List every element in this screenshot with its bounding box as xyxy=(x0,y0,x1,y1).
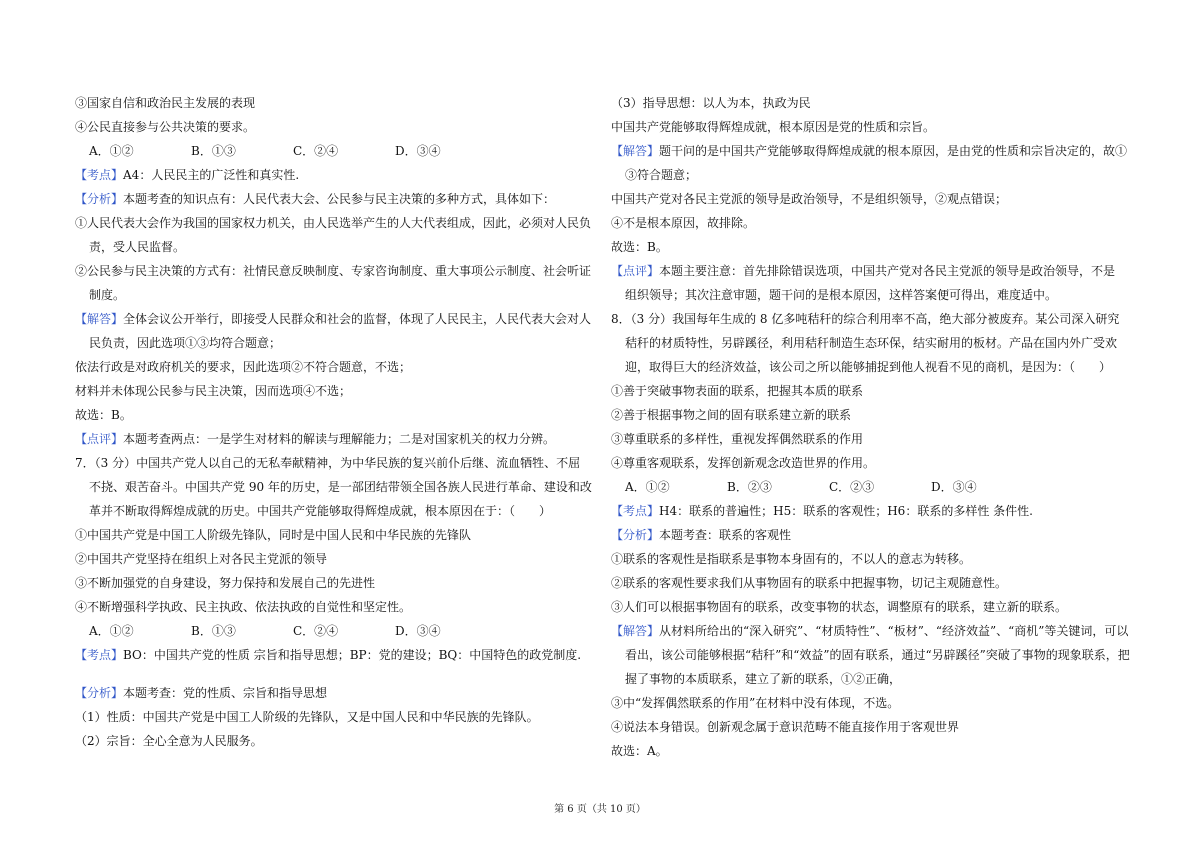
q7-choices xyxy=(89,620,497,642)
q7-choice-d: D．③④ xyxy=(395,624,441,638)
q8-jieda-cont-1: 看出，该公司能够根据“秸秆”和“效益”的固有联系，通过“另辟蹊径”突破了事物的现象联系，把 xyxy=(625,648,1130,662)
q8-choice-c: C．②③ xyxy=(829,480,875,494)
q8-fenxi-1: ①联系的客观性是指联系是事物本身固有的，不以人的意志为转移。 xyxy=(611,552,972,566)
q7-choice-c: C．②④ xyxy=(293,624,339,638)
q6-jieda: 【解答】全体会议公开举行，即接受人民群众和社会的监督，体现了人民民主，人民代表大会对人 xyxy=(75,312,592,326)
q7-stem-cont-1: 不挠、艰苦奋斗。中国共产党 90 年的历史，是一部团结带领全国各族人民进行革命、建设和改 xyxy=(89,480,592,494)
q6-kaodian: 【考点】A4：人民民主的广泛性和真实性. xyxy=(75,168,300,182)
q6-option-4: ④公民直接参与公共决策的要求。 xyxy=(75,120,256,134)
q7-stem: 7．（3 分）中国共产党人以自己的无私奉献精神，为中华民族的复兴前仆后继、流血牺牲、不屈 xyxy=(75,456,581,470)
fenxi-point-1: ①人民代表大会作为我国的国家权力机关，由人民选举产生的人大代表组成，因此，必须对人民负 xyxy=(75,216,592,230)
q8-jieda-line-3: ④说法本身错误。创新观念属于意识范畴不能直接作用于客观世界 xyxy=(611,720,960,734)
fenxi-tag: 【分析】 xyxy=(75,686,124,700)
q7-jieda-cont: ③符合题意； xyxy=(625,168,698,182)
fenxi-point-2-cont: 制度。 xyxy=(89,288,126,302)
q7-jieda: 【解答】题干问的是中国共产党能够取得辉煌成就的根本原因，是由党的性质和宗旨决定的，故① xyxy=(611,144,1128,158)
jieda-tag: 【解答】 xyxy=(611,624,660,638)
q6-choice-d: D．③④ xyxy=(395,144,441,158)
page-footer: 第 6 页（共 10 页） xyxy=(554,804,646,815)
q6-fenxi: 【分析】本题考查的知识点有：人民代表大会、公民参与民主决策的多种方式，具体如下： xyxy=(75,192,556,206)
q7-choice-b: B．①③ xyxy=(191,624,236,638)
kaodian-tag: 【考点】 xyxy=(75,648,124,662)
q8-statement-2: ②善于根据事物之间的固有联系建立新的联系 xyxy=(611,408,852,422)
fenxi-point-2: ②公民参与民主决策的方式有：社情民意反映制度、专家咨询制度、重大事项公示制度、社会听证 xyxy=(75,264,592,278)
q8-choice-d: D．③④ xyxy=(931,480,977,494)
q7-statement-2: ②中国共产党坚持在组织上对各民主党派的领导 xyxy=(75,552,328,566)
q6-jieda-line-2: 依法行政是对政府机关的要求，因此选项②不符合题意，不选； xyxy=(75,360,412,374)
jieda-tag: 【解答】 xyxy=(75,312,124,326)
q7-statement-1: ①中国共产党是中国工人阶级先锋队，同时是中国人民和中华民族的先锋队 xyxy=(75,528,472,542)
q8-fenxi: 【分析】本题考查：联系的客观性 xyxy=(611,528,792,542)
kaodian-tag: 【考点】 xyxy=(611,504,660,518)
q8-jieda: 【解答】从材料所给出的“深入研究”、“材质特性”、“板材”、“经济效益”、“商机”等关键词，可以 xyxy=(611,624,1129,638)
q6-choice-a: A．①② xyxy=(89,144,134,158)
q8-statement-4: ④尊重客观联系，发挥创新观念改造世界的作用。 xyxy=(611,456,876,470)
dianping-tag: 【点评】 xyxy=(611,264,660,278)
q7-statement-3: ③不断加强党的自身建设，努力保持和发展自己的先进性 xyxy=(75,576,376,590)
q8-choice-a: A．①② xyxy=(625,480,670,494)
q7-fenxi: 【分析】本题考查：党的性质、宗旨和指导思想 xyxy=(75,686,328,700)
q8-jieda-cont-2: 握了事物的本质联系，建立了新的联系，①②正确， xyxy=(625,672,902,686)
q7-jieda-line-3: ④不是根本原因，故排除。 xyxy=(611,216,756,230)
q6-answer: 故选：B。 xyxy=(75,408,132,422)
q7-answer: 故选：B。 xyxy=(611,240,668,254)
q8-answer: 故选：A。 xyxy=(611,744,668,758)
q8-fenxi-2: ②联系的客观性要求我们从事物固有的联系中把握事物，切记主观随意性。 xyxy=(611,576,1008,590)
jieda-tag: 【解答】 xyxy=(611,144,660,158)
q7-fenxi-conclusion: 中国共产党能够取得辉煌成就，根本原因是党的性质和宗旨。 xyxy=(611,120,936,134)
q8-choices xyxy=(625,476,1033,498)
q7-statement-4: ④不断增强科学执政、民主执政、依法执政的自觉性和坚定性。 xyxy=(75,600,412,614)
q6-jieda-cont: 民负责，因此选项①③均符合题意； xyxy=(89,336,282,350)
q6-choice-c: C．②④ xyxy=(293,144,339,158)
dianping-tag: 【点评】 xyxy=(75,432,124,446)
fenxi-tag: 【分析】 xyxy=(611,528,660,542)
q8-jieda-line-2: ③中“发挥偶然联系的作用”在材料中没有体现，不选。 xyxy=(611,696,900,710)
q6-jieda-line-3: 材料并未体现公民参与民主决策，因而选项④不选； xyxy=(75,384,352,398)
fenxi-point-1-cont: 责，受人民监督。 xyxy=(89,240,186,254)
q8-stem: 8．（3 分）我国每年生成的 8 亿多吨秸秆的综合利用率不高，绝大部分被废弃。某公司深入研究 xyxy=(611,312,1120,326)
q7-choice-a: A．①② xyxy=(89,624,134,638)
kaodian-tag: 【考点】 xyxy=(75,168,124,182)
q7-dianping: 【点评】本题主要注意：首先排除错误选项，中国共产党对各民主党派的领导是政治领导，不是 xyxy=(611,264,1116,278)
q6-choices xyxy=(89,140,497,162)
q7-kaodian: 【考点】BO：中国共产党的性质 宗旨和指导思想；BP：党的建设；BQ：中国特色的政党制度. xyxy=(75,648,582,662)
q7-fenxi-2: （2）宗旨：全心全意为人民服务。 xyxy=(75,734,263,748)
q7-jieda-line-2: 中国共产党对各民主党派的领导是政治领导，不是组织领导，②观点错误； xyxy=(611,192,1008,206)
q8-choice-b: B．②③ xyxy=(727,480,772,494)
q8-statement-3: ③尊重联系的多样性，重视发挥偶然联系的作用 xyxy=(611,432,864,446)
q6-dianping: 【点评】本题考查两点：一是学生对材料的解读与理解能力；二是对国家机关的权力分辨。 xyxy=(75,432,556,446)
q8-stem-cont-2: 迎，取得巨大的经济效益，该公司之所以能够捕捉到他人视看不见的商机，是因为：（ ） xyxy=(625,360,1112,374)
q7-fenxi-3: （3）指导思想：以人为本，执政为民 xyxy=(611,96,811,110)
q7-fenxi-1: （1）性质：中国共产党是中国工人阶级的先锋队，又是中国人民和中华民族的先锋队。 xyxy=(75,710,539,724)
q8-kaodian: 【考点】H4：联系的普遍性；H5：联系的客观性；H6：联系的多样性 条件性. xyxy=(611,504,1033,518)
q6-option-3: ③国家自信和政治民主发展的表现 xyxy=(75,96,256,110)
q8-stem-cont-1: 秸秆的材质特性，另辟蹊径，利用秸秆制造生态环保，结实耐用的板材。产品在国内外广受欢 xyxy=(625,336,1118,350)
fenxi-tag: 【分析】 xyxy=(75,192,124,206)
q8-fenxi-3: ③人们可以根据事物固有的联系，改变事物的状态，调整原有的联系，建立新的联系。 xyxy=(611,600,1068,614)
q7-stem-cont-2: 革并不断取得辉煌成就的历史。中国共产党能够取得辉煌成就，根本原因在于：（ ） xyxy=(89,504,552,518)
q8-statement-1: ①善于突破事物表面的联系，把握其本质的联系 xyxy=(611,384,864,398)
q7-dianping-cont: 组织领导；其次注意审题，题干问的是根本原因，这样答案便可得出，难度适中。 xyxy=(625,288,1058,302)
q6-choice-b: B．①③ xyxy=(191,144,236,158)
